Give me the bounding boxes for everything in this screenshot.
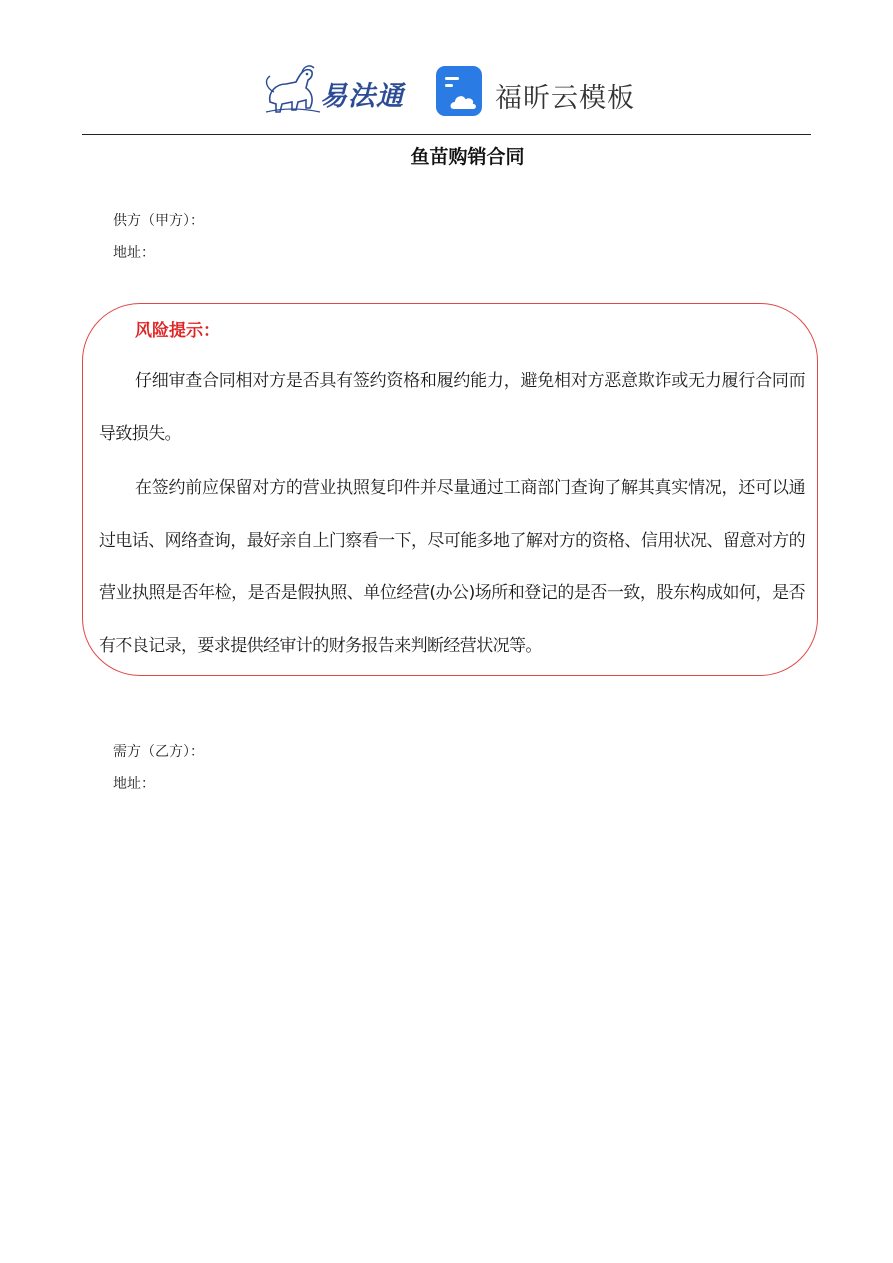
buyer-address-label: 地址： [113, 776, 155, 792]
supplier-label: 供方（甲方）： [113, 213, 204, 229]
fuxin-logo [436, 66, 636, 118]
header-divider [82, 134, 811, 135]
risk-paragraph-2: 在签约前应保留对方的营业执照复印件并尽量通过工商部门查询了解其真实情况，还可以通过电话、网络查询，最好亲自上门察看一下，尽可能多地了解对方的资格、信用状况、留意对方的营业执照是否年检，是否是假执照、单位经营(办公)场所和登记的是否一致，股东构成如何，是否有不良记录，要求提供经审计的财务报告来判断经营状况等。 [99, 478, 805, 656]
risk-paragraph-1: 仔细审查合同相对方是否具有签约资格和履约能力，避免相对方恶意欺诈或无力履行合同而导致损失。 [99, 371, 805, 444]
yifatong-logo [262, 62, 414, 118]
yifatong-brand-text: 易法通 [320, 81, 404, 112]
risk-notice-title: 风险提示： [135, 321, 220, 341]
supplier-address-label: 地址： [113, 245, 155, 261]
document-title: 鱼苗购销合同 [410, 146, 525, 168]
fuxin-brand-text: 福昕云模板 [495, 83, 635, 114]
buyer-label: 需方（乙方）： [113, 744, 204, 760]
qilin-mascot-icon [262, 62, 324, 118]
cloud-document-icon [436, 66, 484, 116]
page-header [0, 58, 893, 124]
